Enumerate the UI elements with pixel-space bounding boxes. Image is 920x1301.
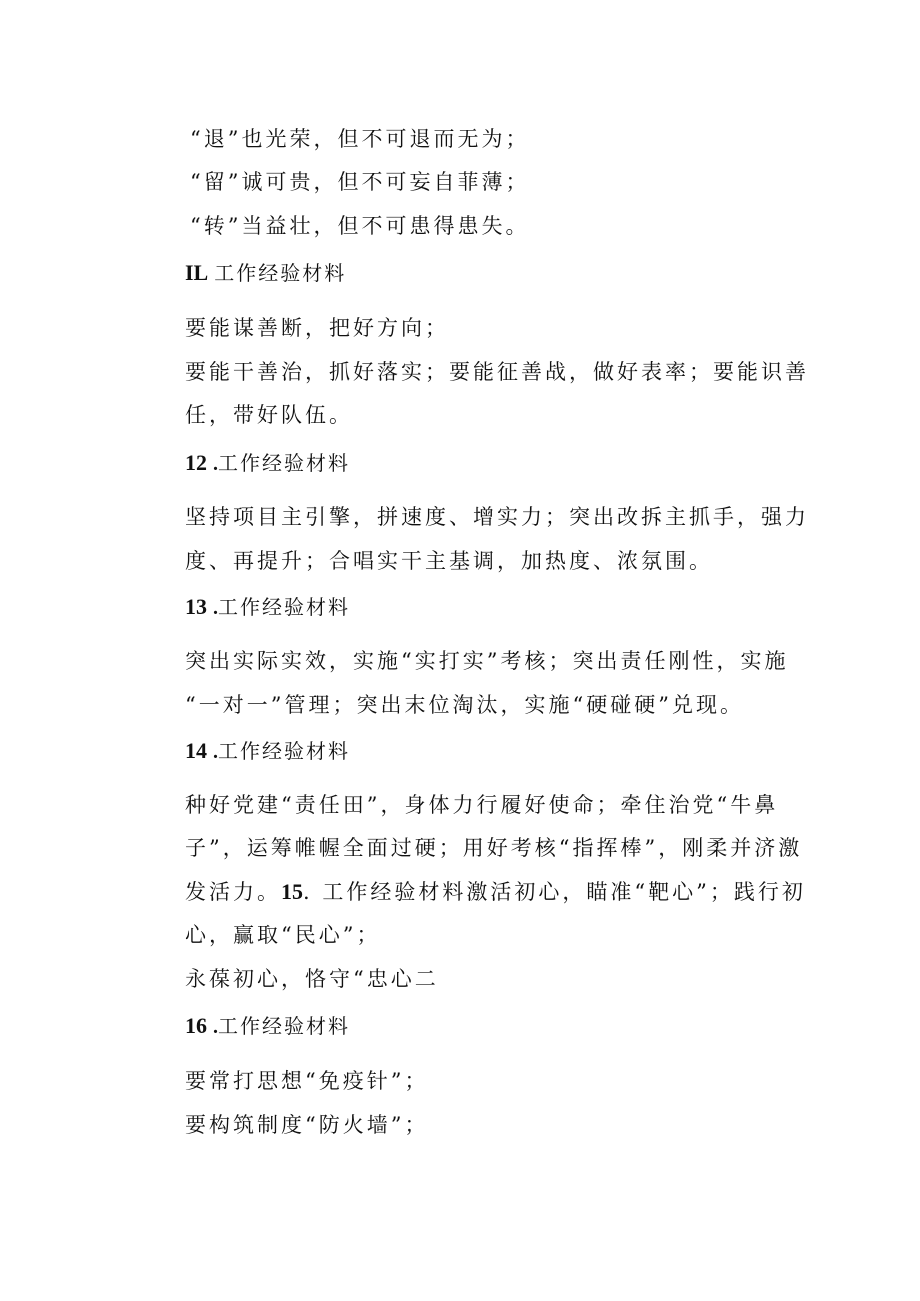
section-14-heading bbox=[185, 736, 350, 767]
section-12-number: 12 bbox=[185, 450, 207, 475]
section-14-mixed-line bbox=[185, 877, 806, 907]
section-11-line-2: 要能干善治，抓好落实；要能征善战，做好表率；要能识善 bbox=[185, 360, 809, 384]
section-16-title: 工作经验材料 bbox=[218, 1014, 350, 1038]
section-16-line-2: 要构筑制度“防火墙”； bbox=[185, 1113, 429, 1137]
section-11-line-1: 要能谋善断，把好方向； bbox=[185, 316, 449, 340]
section-13-line-2: “一对一”管理；突出末位淘汰，实施“硬碰硬”兑现。 bbox=[185, 693, 744, 717]
section-14-line-2: 子”，运筹帷幄全面过硬；用好考核“指挥棒”，刚柔并济激 bbox=[185, 836, 803, 860]
section-13-heading bbox=[185, 592, 350, 623]
section-16-line-1: 要常打思想“免疫针”； bbox=[185, 1069, 429, 1093]
section-14-line-after: 心，赢取“民心”； bbox=[185, 923, 381, 947]
section-13-line-1: 突出实际实效，实施“实打实”考核；突出责任刚性，实施 bbox=[185, 649, 789, 673]
intro-line-2: “留”诚可贵，但不可妄自菲薄； bbox=[190, 170, 530, 194]
section-14-mixed-pre: 发活力。 bbox=[185, 880, 281, 904]
section-16-dot: . bbox=[213, 1016, 218, 1038]
section-15-number-inline: 15 bbox=[281, 879, 303, 904]
section-14-number: 14 bbox=[185, 738, 207, 763]
section-14-title: 工作经验材料 bbox=[218, 739, 350, 763]
section-14-line-last: 永葆初心，恪守“忠心二 bbox=[185, 967, 439, 991]
section-16-heading bbox=[185, 1011, 350, 1042]
section-11-title: 工作经验材料 bbox=[214, 261, 347, 285]
section-13-title: 工作经验材料 bbox=[218, 595, 350, 619]
section-16-number: 16 bbox=[185, 1013, 207, 1038]
section-14-line-1: 种好党建“责任田”，身体力行履好使命；牵住治党“牛鼻 bbox=[185, 793, 779, 817]
section-14-dot: . bbox=[213, 741, 218, 763]
section-12-title: 工作经验材料 bbox=[218, 451, 350, 475]
intro-line-3: “转”当益壮，但不可患得患失。 bbox=[190, 214, 530, 238]
section-12-dot: . bbox=[213, 453, 218, 475]
section-11-heading bbox=[185, 258, 346, 288]
section-11-number: IL bbox=[185, 260, 209, 285]
section-12-heading bbox=[185, 448, 350, 479]
section-13-number: 13 bbox=[185, 594, 207, 619]
section-13-dot: . bbox=[213, 597, 218, 619]
intro-line-1: “退”也光荣，但不可退而无为； bbox=[190, 127, 530, 151]
section-12-line-2: 度、再提升；合唱实干主基调，加热度、浓氛围。 bbox=[185, 549, 713, 573]
section-11-line-3: 任，带好队伍。 bbox=[185, 403, 353, 427]
section-14-mixed-post: . 工作经验材料激活初心，瞄准“靶心”；践行初 bbox=[303, 880, 806, 904]
section-12-line-1: 坚持项目主引擎，拼速度、增实力；突出改拆主抓手，强力 bbox=[185, 505, 809, 529]
